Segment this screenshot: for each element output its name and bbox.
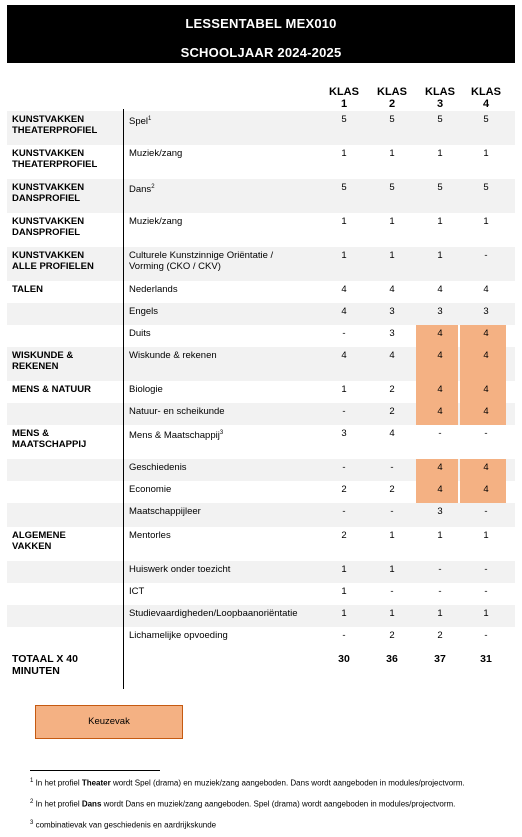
total-label-line: MINUTEN xyxy=(12,665,60,677)
row-category xyxy=(12,384,91,395)
cell-value: 4 xyxy=(437,384,443,395)
cell-value: 5 xyxy=(483,114,489,125)
row-subject-text: Dans xyxy=(129,184,152,196)
row-category-line: ALGEMENE xyxy=(12,530,66,541)
cell-value: - xyxy=(342,406,346,417)
row-subject xyxy=(129,630,309,641)
row-subject-text: Huiswerk onder toezicht xyxy=(129,564,231,575)
cell-value: 4 xyxy=(437,406,443,417)
cell-value: 2 xyxy=(389,630,395,641)
row-category xyxy=(12,284,43,295)
cell-value: - xyxy=(438,564,442,575)
row-subject-text: Economie xyxy=(129,484,172,495)
cell-value: 3 xyxy=(389,306,395,317)
legend-keuzevak xyxy=(35,705,183,739)
row-subject-text: Nederlands xyxy=(129,284,178,295)
column-header-line2: 2 xyxy=(388,98,396,110)
cell-value: 1 xyxy=(341,586,347,597)
cell-value: - xyxy=(342,506,346,517)
cell-value: 1 xyxy=(341,148,347,159)
cell-value: 1 xyxy=(483,530,489,541)
row-subject-text: Biologie xyxy=(129,384,163,395)
row-category-line: TALEN xyxy=(12,284,43,295)
row-subject xyxy=(129,506,309,517)
footnote xyxy=(30,818,500,831)
row-category xyxy=(12,114,97,136)
row-subject-text: Lichamelijke opvoeding xyxy=(129,630,228,641)
cell-value: 1 xyxy=(483,608,489,619)
table-title: LESSENTABEL MEX010 xyxy=(185,16,337,31)
row-category xyxy=(12,350,73,372)
cell-value: 1 xyxy=(389,608,395,619)
cell-value: - xyxy=(484,250,488,261)
row-subject xyxy=(129,484,309,495)
row-subject xyxy=(129,608,309,619)
row-category-line: MAATSCHAPPIJ xyxy=(12,439,87,450)
cell-value: 1 xyxy=(437,530,443,541)
column-header-klas-3 xyxy=(424,86,456,110)
row-category xyxy=(12,148,97,170)
cell-value: - xyxy=(342,462,346,473)
total-value: 36 xyxy=(386,653,398,665)
column-header-line2: 4 xyxy=(482,98,490,110)
total-label xyxy=(12,653,78,677)
row-category xyxy=(12,250,94,272)
cell-value: 4 xyxy=(437,284,443,295)
cell-value: 3 xyxy=(341,428,347,439)
row-subject xyxy=(129,406,309,417)
row-category xyxy=(12,530,66,552)
column-header-klas-4 xyxy=(470,86,502,110)
cell-value: 1 xyxy=(341,608,347,619)
footnote-number: 2 xyxy=(30,799,34,805)
cell-value: 2 xyxy=(389,384,395,395)
cell-value: - xyxy=(484,564,488,575)
row-subject xyxy=(129,586,309,597)
footnote-text: wordt Spel (drama) en muziek/zang aangeboden. Dans wordt aangeboden in modules/projectvorm. xyxy=(110,778,465,788)
cell-value: - xyxy=(438,586,442,597)
cell-value: - xyxy=(484,428,488,439)
row-subject xyxy=(129,250,309,272)
cell-value: - xyxy=(342,328,346,339)
total-value: 37 xyxy=(434,653,446,665)
cell-value: 4 xyxy=(483,384,489,395)
cell-value: - xyxy=(390,462,394,473)
cell-value: 1 xyxy=(437,216,443,227)
column-divider xyxy=(123,109,124,689)
footnote-divider xyxy=(30,770,160,771)
cell-value: 4 xyxy=(341,284,347,295)
cell-value: 1 xyxy=(341,216,347,227)
row-subject xyxy=(129,284,309,295)
footnote xyxy=(30,776,500,789)
row-category-line: KUNSTVAKKEN xyxy=(12,182,85,193)
cell-value: 2 xyxy=(341,530,347,541)
row-category xyxy=(12,182,84,204)
cell-value: - xyxy=(342,630,346,641)
footnote-number: 1 xyxy=(30,778,34,784)
total-value: 31 xyxy=(480,653,492,665)
row-category xyxy=(12,428,86,450)
cell-value: 1 xyxy=(389,148,395,159)
cell-value: 2 xyxy=(389,484,395,495)
row-subject xyxy=(129,216,309,227)
row-category-line: THEATERPROFIEL xyxy=(12,159,98,170)
cell-value: 4 xyxy=(341,350,347,361)
row-category-line: KUNSTVAKKEN xyxy=(12,148,85,159)
row-category-line: MENS & xyxy=(12,428,49,439)
cell-value: 5 xyxy=(437,114,443,125)
cell-value: 5 xyxy=(437,182,443,193)
row-category-line: VAKKEN xyxy=(12,541,52,552)
table-header-banner xyxy=(7,5,515,63)
cell-value: - xyxy=(438,428,442,439)
cell-value: - xyxy=(484,506,488,517)
cell-value: 5 xyxy=(483,182,489,193)
cell-value: 1 xyxy=(341,564,347,575)
cell-value: 1 xyxy=(389,530,395,541)
cell-value: 4 xyxy=(483,350,489,361)
cell-value: 1 xyxy=(437,608,443,619)
school-year-title: SCHOOLJAAR 2024-2025 xyxy=(180,45,342,60)
legend-label: Keuzevak xyxy=(88,716,130,727)
row-category-line: MENS & NATUUR xyxy=(12,384,91,395)
row-category-line: KUNSTVAKKEN xyxy=(12,114,85,125)
cell-value: 2 xyxy=(341,484,347,495)
cell-value: 2 xyxy=(437,630,443,641)
cell-value: 4 xyxy=(483,406,489,417)
row-category-line: DANSPROFIEL xyxy=(12,193,81,204)
column-header-line2: 1 xyxy=(340,98,348,110)
footnote-text: In het profiel xyxy=(33,799,82,809)
row-subject-text: Mens & Maatschappij xyxy=(129,430,220,442)
cell-value: 4 xyxy=(437,462,443,473)
column-header-line2: 3 xyxy=(436,98,444,110)
cell-value: 4 xyxy=(483,284,489,295)
row-subject-text: Natuur- en scheikunde xyxy=(129,406,225,417)
row-category-line: DANSPROFIEL xyxy=(12,227,81,238)
row-category-line: KUNSTVAKKEN xyxy=(12,216,85,227)
row-subject xyxy=(129,328,309,339)
row-category xyxy=(12,216,84,238)
total-label-line: TOTAAL X 40 xyxy=(12,653,78,665)
column-header-klas-1 xyxy=(328,86,360,110)
footnote-marker: 3 xyxy=(219,430,224,436)
row-subject-text: Spel xyxy=(129,116,149,128)
row-category-line: WISKUNDE & xyxy=(12,350,74,361)
cell-value: 1 xyxy=(389,250,395,261)
cell-value: 4 xyxy=(389,350,395,361)
column-header-line1: KLAS xyxy=(377,86,407,98)
row-subject xyxy=(129,114,309,127)
row-category-line: KUNSTVAKKEN xyxy=(12,250,85,261)
cell-value: 2 xyxy=(389,406,395,417)
cell-value: 4 xyxy=(389,428,395,439)
row-subject-text: Engels xyxy=(129,306,159,317)
cell-value: 5 xyxy=(389,114,395,125)
row-subject xyxy=(129,306,309,317)
row-subject xyxy=(129,530,309,541)
cell-value: - xyxy=(484,630,488,641)
cell-value: 1 xyxy=(389,216,395,227)
cell-value: 5 xyxy=(389,182,395,193)
row-category-line: REKENEN xyxy=(12,361,59,372)
row-subject-text: Muziek/zang xyxy=(129,216,183,227)
row-subject-text: Geschiedenis xyxy=(129,462,187,473)
row-subject-text: Wiskunde & rekenen xyxy=(129,350,217,361)
column-header-klas-2 xyxy=(376,86,408,110)
cell-value: 1 xyxy=(437,148,443,159)
footnote-marker: 2 xyxy=(151,184,155,190)
footnote-text: wordt Dans en muziek/zang aangeboden. Spel (drama) wordt aangeboden in modules/projectvorm. xyxy=(101,799,456,809)
row-subject-text: Maatschappijleer xyxy=(129,506,201,517)
cell-value: 5 xyxy=(341,114,347,125)
footnote-marker: 1 xyxy=(148,116,152,122)
cell-value: 4 xyxy=(483,462,489,473)
row-subject-text: Mentorles xyxy=(129,530,171,541)
cell-value: 4 xyxy=(437,350,443,361)
cell-value: 3 xyxy=(483,306,489,317)
row-subject xyxy=(129,182,309,195)
cell-value: 4 xyxy=(483,328,489,339)
row-subject-text: Studievaardigheden/Loopbaanoriëntatie xyxy=(129,608,298,619)
footnote xyxy=(30,797,500,810)
cell-value: 1 xyxy=(483,148,489,159)
column-header-line1: KLAS xyxy=(471,86,501,98)
row-subject xyxy=(129,564,309,575)
row-subject xyxy=(129,350,309,361)
footnote-text: In het profiel xyxy=(33,778,82,788)
footnote-bold: Dans xyxy=(81,799,102,809)
row-subject-text: Muziek/zang xyxy=(129,148,183,159)
column-header-line1: KLAS xyxy=(425,86,455,98)
cell-value: 5 xyxy=(341,182,347,193)
footnote-number: 3 xyxy=(30,820,34,826)
cell-value: - xyxy=(390,586,394,597)
footnote-bold: Theater xyxy=(81,778,111,788)
cell-value: 3 xyxy=(437,306,443,317)
cell-value: 1 xyxy=(483,216,489,227)
cell-value: 1 xyxy=(389,564,395,575)
cell-value: 4 xyxy=(341,306,347,317)
cell-value: 4 xyxy=(483,484,489,495)
cell-value: 1 xyxy=(341,384,347,395)
row-category-line: THEATERPROFIEL xyxy=(12,125,98,136)
row-subject xyxy=(129,148,309,159)
row-subject-text: Culturele Kunstzinnige Oriëntatie / Vorming (CKO / CKV) xyxy=(129,250,274,272)
row-subject xyxy=(129,462,309,473)
cell-value: 4 xyxy=(437,328,443,339)
cell-value: 4 xyxy=(437,484,443,495)
cell-value: 3 xyxy=(389,328,395,339)
cell-value: 1 xyxy=(437,250,443,261)
row-subject xyxy=(129,428,309,441)
total-value: 30 xyxy=(338,653,350,665)
row-subject-text: Duits xyxy=(129,328,151,339)
row-subject-text: ICT xyxy=(129,586,145,597)
cell-value: - xyxy=(390,506,394,517)
cell-value: 1 xyxy=(341,250,347,261)
cell-value: 4 xyxy=(389,284,395,295)
row-category-line: ALLE PROFIELEN xyxy=(12,261,94,272)
column-header-line1: KLAS xyxy=(329,86,359,98)
row-subject xyxy=(129,384,309,395)
cell-value: 3 xyxy=(437,506,443,517)
cell-value: - xyxy=(484,586,488,597)
footnote-text: combinatievak van geschiedenis en aardrijkskunde xyxy=(33,820,217,830)
